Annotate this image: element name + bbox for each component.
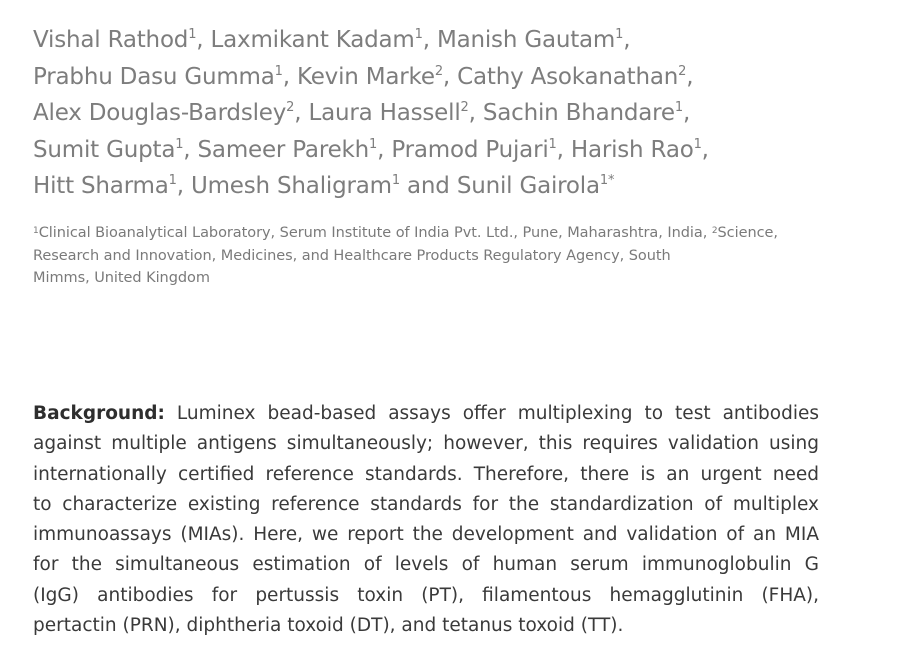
author-separator: , [196,27,211,53]
affiliations [33,222,853,290]
author-affiliation-mark: 2 [678,63,687,79]
author-separator: , [176,173,191,199]
section-label: Background: [33,403,165,424]
affiliation-mark: 2 [711,226,718,236]
abstract-line [33,399,819,429]
author-affiliation-mark: 1 [274,63,283,79]
author-separator: , [183,136,198,163]
affiliation-line: Research and Innovation, Medicines, and Healthcare Products Regulatory Agency, South [33,247,671,264]
abstract-line: to characterize existing reference standards for the standardization of multiplex [33,493,819,515]
author-line [33,59,893,96]
author-separator: , [701,136,709,163]
author-affiliation-mark: 1* [599,173,615,188]
author-affiliation-mark: 1 [548,136,557,152]
affiliation-line: Mimms, United Kingdom [33,270,210,286]
author-separator: , [556,136,571,163]
author-affiliation-mark: 1 [615,27,624,42]
author-affiliation-mark: 1 [175,136,184,152]
author-affiliation-mark: 1 [674,100,683,115]
author-affiliation-mark: 1 [391,173,400,188]
author-name: Hitt Sharma [33,173,169,199]
author-affiliation-mark: 1 [188,27,197,42]
affiliation-text: Science, [717,225,778,241]
affiliation-text: Clinical Bioanalytical Laboratory, Serum Institute of India Pvt. Ltd., Pune, Maharashtra, India, [38,225,712,241]
author-name: Sachin Bhandare [482,100,675,126]
author-separator: , [377,136,392,163]
author-separator: , [442,63,458,90]
author-name: Umesh Shaligram [190,173,392,199]
author-name: Prabhu Dasu Gumma [33,63,275,90]
abstract-line: for the simultaneous estimation of levels of human serum immunoglobulin G [33,554,819,576]
author-name: Kevin Marke [296,63,435,90]
author-name: Harish Rao [570,136,694,163]
author-separator: , [282,63,297,90]
abstract-text: Luminex bead-based assays offer multiplexing to test antibodies [164,403,819,424]
author-affiliation-mark: 1 [414,27,423,42]
author-name: Vishal Rathod [33,27,189,53]
author-name: Laxmikant Kadam [210,27,415,53]
author-separator: and [399,173,457,199]
abstract-line: (IgG) antibodies for pertussis toxin (PT), filamentous hemagglutinin (FHA), [33,584,819,606]
author-name: Pramod Pujari [391,136,549,163]
abstract-line: internationally certified reference standards. Therefore, there is an urgent need [33,463,819,485]
author-separator: , [294,100,309,126]
affiliation-line [33,222,853,245]
author-affiliation-mark: 2 [460,100,469,115]
author-name: Cathy Asokanathan [457,63,679,90]
author-name: Manish Gautam [436,27,616,53]
author-line [33,95,893,132]
author-name: Sumit Gupta [33,136,176,163]
abstract-line: against multiple antigens simultaneously; however, this requires validation using [33,433,819,455]
abstract-line: pertactin (PRN), diphtheria toxoid (DT), and tetanus toxoid (TT). [33,615,624,637]
author-line [33,168,893,205]
author-affiliation-mark: 2 [434,63,443,79]
affiliation-mark: 1 [33,226,39,236]
author-line [33,22,893,59]
abstract-line: immunoassays (MIAs). Here, we report the development and validation of an MIA [33,524,819,546]
author-separator: , [468,100,483,126]
author-line [33,132,893,169]
author-affiliation-mark: 2 [286,100,295,115]
abstract-background [33,399,819,641]
author-separator: , [422,27,437,53]
author-name: Alex Douglas-Bardsley [33,100,287,126]
author-affiliation-mark: 1 [693,136,702,152]
author-separator: , [686,63,694,90]
author-affiliation-mark: 1 [369,136,378,152]
author-name: Sunil Gairola [456,173,600,199]
author-separator: , [623,27,631,53]
author-separator: , [682,100,691,126]
author-affiliation-mark: 1 [168,173,177,188]
author-name: Laura Hassell [308,100,461,126]
author-list [33,22,893,205]
author-name: Sameer Parekh [197,136,370,163]
